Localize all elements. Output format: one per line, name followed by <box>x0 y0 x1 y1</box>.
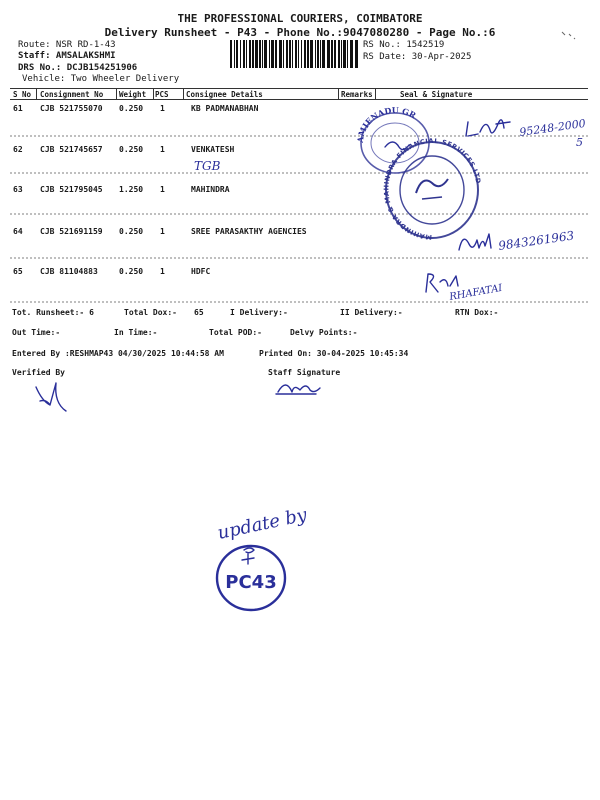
svg-text:PC43: PC43 <box>225 572 277 593</box>
row61-consignee: KB PADMANABHAN <box>191 104 259 113</box>
row63-consignee: MAHINDRA <box>191 185 230 194</box>
staff-label: Staff: AMSALAKSHMI <box>18 51 116 61</box>
row64-consignee: SREE PARASAKTHY AGENCIES <box>191 227 307 236</box>
total-dox-value: 65 <box>194 308 204 317</box>
row61-sno: 61 <box>13 104 23 113</box>
row63-consignment: CJB 521795045 <box>40 185 103 194</box>
header-pcs: PCS <box>155 90 169 99</box>
row65-consignment: CJB 81104883 <box>40 267 98 276</box>
staff-signature <box>274 378 324 398</box>
route-label: Route: NSR RD-1-43 <box>18 40 116 50</box>
svg-text:TGB: TGB <box>194 159 221 173</box>
header-consignee: Consignee Details <box>186 90 263 99</box>
ii-delivery-label: II Delivery:- <box>340 308 403 317</box>
header-weight: Weight <box>119 90 147 99</box>
drs-label: DRS No.: DCJB154251906 <box>18 63 138 73</box>
total-dox-label: Total Dox:- <box>124 308 177 317</box>
row64-consignment: CJB 521691159 <box>40 227 103 236</box>
header-sno: S No <box>13 90 32 99</box>
rs-date: RS Date: 30-Apr-2025 <box>363 52 472 62</box>
note-row62 <box>192 152 252 176</box>
row61-weight: 0.250 <box>119 104 144 113</box>
out-time-label: Out Time:- <box>12 328 61 337</box>
row62-weight: 0.250 <box>119 145 144 154</box>
signature-row64 <box>455 222 590 258</box>
header-remarks: Remarks <box>341 90 373 99</box>
svg-text:update by: update by <box>215 504 309 544</box>
verified-by-signature <box>30 375 80 415</box>
svg-text:RHAFATAI: RHAFATAI <box>448 282 504 303</box>
row63-weight: 1.250 <box>119 185 144 194</box>
row65-sno: 65 <box>13 267 23 276</box>
printed-on: Printed On: 30-04-2025 10:45:34 <box>259 349 409 358</box>
company-title: THE PROFESSIONAL COURIERS, COIMBATORE <box>177 12 423 25</box>
pc43-stamp <box>208 536 294 616</box>
staff-signature-label: Staff Signature <box>268 368 341 377</box>
signature-row61 <box>462 112 592 148</box>
svg-text:95248-2000: 95248-2000 <box>518 116 587 139</box>
i-delivery-label: I Delivery:- <box>230 308 288 317</box>
row65-weight: 0.250 <box>119 267 144 276</box>
entered-by: Entered By :RESHMAP43 04/30/2025 10:44:58 AM <box>12 349 224 358</box>
row61-consignment: CJB 521755070 <box>40 104 103 113</box>
rtn-dox-label: RTN Dox:- <box>455 308 499 317</box>
rs-number: RS No.: 1542519 <box>363 40 445 50</box>
row63-pcs: 1 <box>160 185 165 194</box>
row65-pcs: 1 <box>160 267 165 276</box>
row63-sno: 63 <box>13 185 23 194</box>
in-time-label: In Time:- <box>114 328 158 337</box>
runsheet-subtitle: Delivery Runsheet - P43 - Phone No.:9047080280 - Page No.:6 <box>104 26 496 39</box>
vehicle-label: Vehicle: Two Wheeler Delivery <box>22 74 180 84</box>
svg-text:9843261963: 9843261963 <box>497 228 576 253</box>
svg-text:5: 5 <box>576 136 583 149</box>
verified-by-label: Verified By <box>12 368 65 377</box>
row62-sno: 62 <box>13 145 23 154</box>
header-seal-signature: Seal & Signature <box>400 90 473 99</box>
header-consignment: Consignment No <box>40 90 104 99</box>
row64-pcs: 1 <box>160 227 165 236</box>
delvy-points-label: Delvy Points:- <box>290 328 358 337</box>
row62-pcs: 1 <box>160 145 165 154</box>
row61-pcs: 1 <box>160 104 165 113</box>
row65-consignee: HDFC <box>191 267 211 276</box>
total-runsheet: Tot. Runsheet:- 6 <box>12 308 94 317</box>
row62-consignee: VENKATESH <box>191 145 235 154</box>
signature-row65 <box>420 262 540 306</box>
row62-consignment: CJB 521745657 <box>40 145 103 154</box>
row64-sno: 64 <box>13 227 23 236</box>
total-pod-label: Total POD:- <box>209 328 262 337</box>
row64-weight: 0.250 <box>119 227 144 236</box>
corner-mark <box>560 28 580 42</box>
svg-text:AMIENADU GR: AMIENADU GR <box>354 104 418 144</box>
svg-text:MAHINDRA & MAHINDRA FINANCIAL: MAHINDRA & MAHINDRA FINANCIAL SERVICES LTD <box>382 136 483 242</box>
